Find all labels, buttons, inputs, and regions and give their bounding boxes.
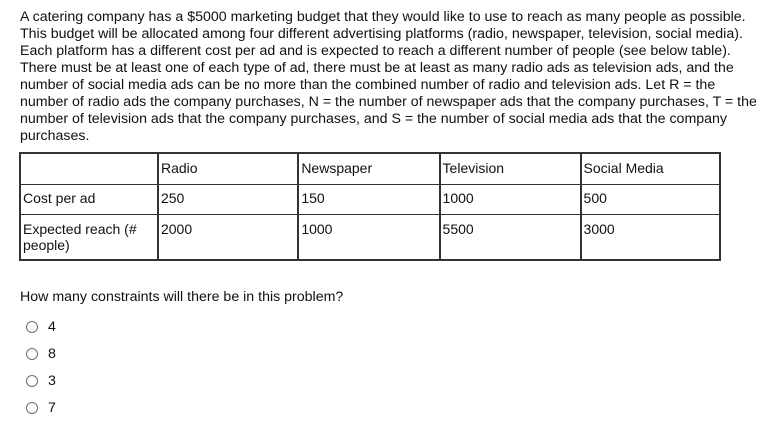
answer-option-1[interactable] bbox=[26, 313, 56, 340]
answer-options bbox=[26, 313, 56, 421]
table-row-reach bbox=[20, 215, 720, 261]
row-label-reach: Expected reach (# people) bbox=[20, 215, 158, 261]
cost-radio: 250 bbox=[158, 185, 298, 215]
radio-button-icon[interactable] bbox=[26, 348, 38, 360]
header-cell-radio: Radio bbox=[158, 153, 298, 185]
header-cell-newspaper: Newspaper bbox=[298, 153, 439, 185]
problem-statement: A catering company has a $5000 marketing budget that they would like to use to reach as many people as possible. This budget will be allocated among four different advertising platforms (radio, newspaper, television, social media). Each platform has a different cost per ad and is expected to reach a different number of people (see below table). There must be at least one of each type of ad, there must be at least as many radio ads as television ads, and the number of social media ads can be no more than the combined number of radio and television ads. Let R = the number of radio ads the company purchases, N = the number of newspaper ads that the company purchases, T = the number of television ads that the company purchases, and S = the number of social media ads that the company purchases. bbox=[20, 9, 757, 144]
radio-button-icon[interactable] bbox=[26, 321, 38, 333]
answer-option-3[interactable] bbox=[26, 367, 56, 394]
answer-option-2[interactable] bbox=[26, 340, 56, 367]
reach-social-media: 3000 bbox=[581, 215, 720, 261]
cost-social-media: 500 bbox=[581, 185, 720, 215]
reach-television: 5500 bbox=[440, 215, 581, 261]
table-header-row bbox=[20, 153, 720, 185]
platform-table bbox=[19, 152, 721, 261]
header-cell-television: Television bbox=[440, 153, 581, 185]
radio-button-icon[interactable] bbox=[26, 375, 38, 387]
option-label: 3 bbox=[48, 372, 56, 389]
reach-newspaper: 1000 bbox=[298, 215, 439, 261]
cost-television: 1000 bbox=[440, 185, 581, 215]
option-label: 4 bbox=[48, 318, 56, 335]
header-cell-social-media: Social Media bbox=[581, 153, 720, 185]
table-row-cost bbox=[20, 185, 720, 215]
header-cell-empty bbox=[20, 153, 158, 185]
radio-button-icon[interactable] bbox=[26, 402, 38, 414]
answer-option-4[interactable] bbox=[26, 394, 56, 421]
option-label: 7 bbox=[48, 399, 56, 416]
reach-radio: 2000 bbox=[158, 215, 298, 261]
option-label: 8 bbox=[48, 345, 56, 362]
cost-newspaper: 150 bbox=[298, 185, 439, 215]
question-text: How many constraints will there be in this problem? bbox=[20, 289, 344, 305]
row-label-cost: Cost per ad bbox=[20, 185, 158, 215]
